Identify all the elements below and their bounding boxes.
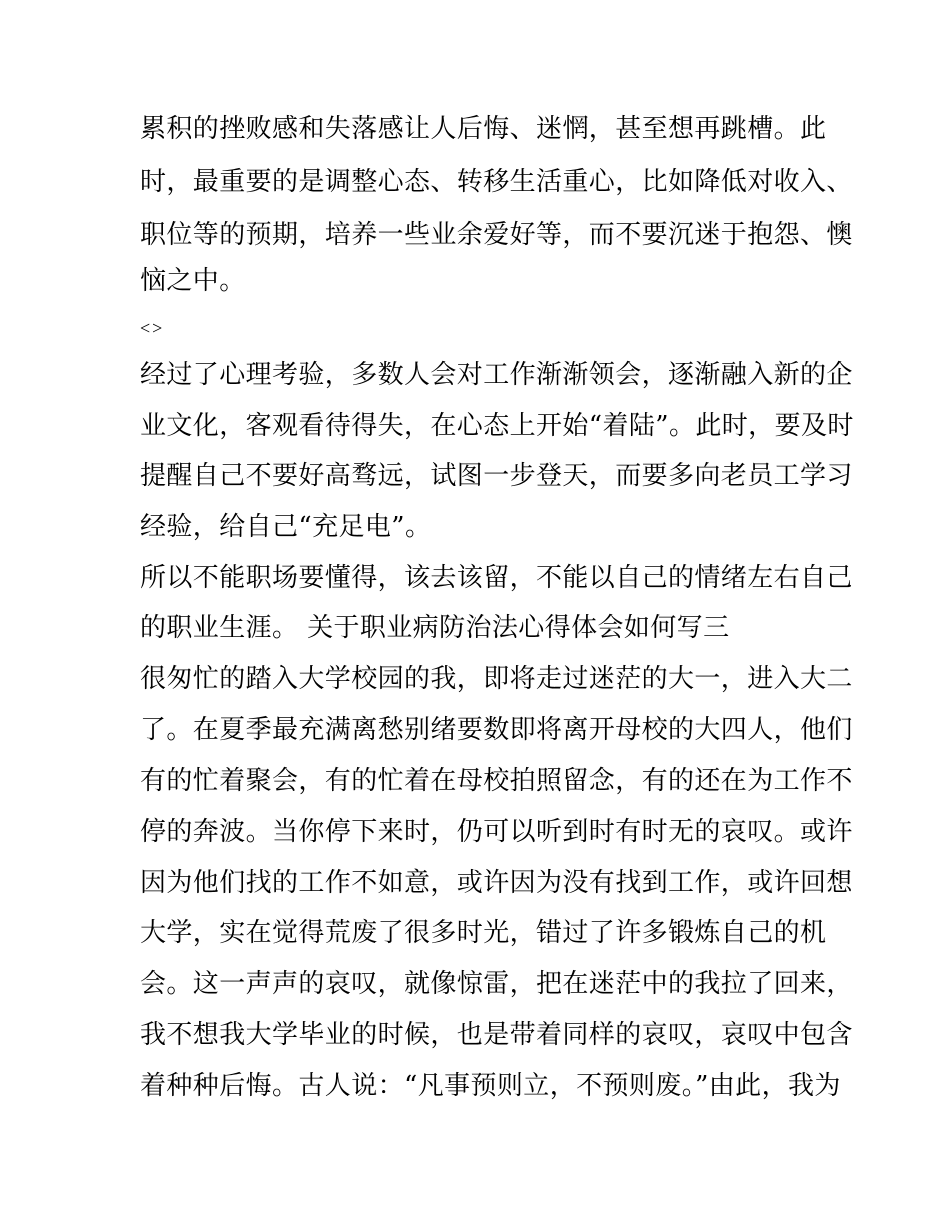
text-line: 累积的挫败感和失落感让人后悔、迷惘，甚至想再跳槽。此 bbox=[140, 114, 827, 144]
text-line: 业文化，客观看待得失，在心态上开始“着陆”。此时，要及时 bbox=[140, 411, 854, 441]
text-line: 会。这一声声的哀叹，就像惊雷，把在迷茫中的我拉了回来， bbox=[140, 969, 853, 999]
text-line: 职位等的预期，培养一些业余爱好等，而不要沉迷于抱怨、懊 bbox=[140, 220, 853, 250]
text-line: 提醒自己不要好高骛远，试图一步登天，而要多向老员工学习 bbox=[140, 461, 853, 491]
text-line: 恼之中。 bbox=[140, 266, 246, 296]
text-line: 的职业生涯。 关于职业病防治法心得体会如何写三 bbox=[140, 613, 730, 643]
text-line: 因为他们找的工作不如意，或许因为没有找到工作，或许回想 bbox=[140, 868, 853, 898]
text-line: 经验，给自己“充足电”。 bbox=[140, 512, 432, 542]
text-line: 时，最重要的是调整心态、转移生活重心，比如降低对收入、 bbox=[140, 167, 853, 197]
text-line: 有的忙着聚会，有的忙着在母校拍照留念，有的还在为工作不 bbox=[140, 766, 853, 796]
text-line: 着种种后悔。古人说：“凡事预则立，不预则废。”由此，我为 bbox=[140, 1071, 841, 1101]
text-line: 了。在夏季最充满离愁别绪要数即将离开母校的大四人，他们 bbox=[140, 715, 853, 745]
text-line: 很匆忙的踏入大学校园的我，即将走过迷茫的大一，进入大二 bbox=[140, 664, 853, 694]
text-line: 经过了心理考验，多数人会对工作渐渐领会，逐渐融入新的企 bbox=[140, 360, 853, 390]
text-line: 所以不能职场要懂得，该去该留，不能以自己的情绪左右自己 bbox=[140, 563, 853, 593]
text-line: 停的奔波。当你停下来时，仍可以听到时有时无的哀叹。或许 bbox=[140, 817, 853, 847]
section-marker: <> bbox=[140, 318, 165, 338]
text-line: 我不想我大学毕业的时候，也是带着同样的哀叹，哀叹中包含 bbox=[140, 1020, 853, 1050]
text-line: 大学，实在觉得荒废了很多时光，错过了许多锻炼自己的机 bbox=[140, 918, 827, 948]
